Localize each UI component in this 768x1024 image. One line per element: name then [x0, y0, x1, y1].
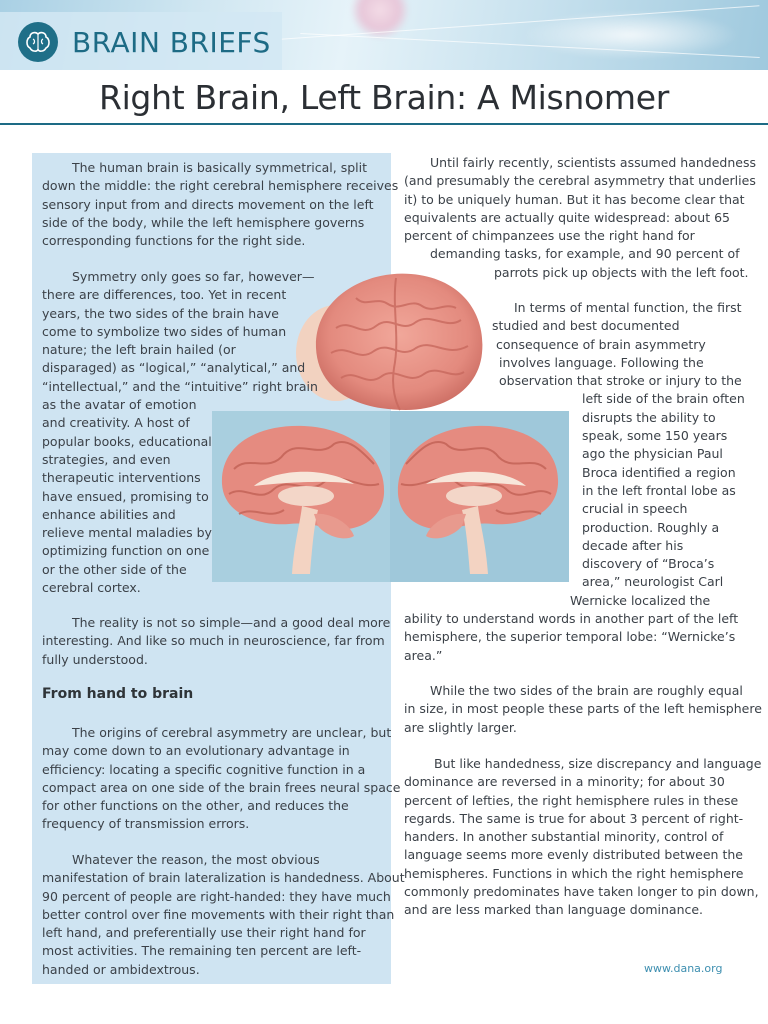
- text-line: In terms of mental function, the first: [514, 300, 742, 315]
- text-line: studied and best documented: [492, 318, 680, 334]
- text-line: hemispheres. Functions in which the right hemisphere: [404, 865, 744, 881]
- text-line: parrots pick up objects with the left foot.: [494, 264, 749, 280]
- text-line: relieve mental maladies by: [42, 525, 212, 541]
- text-line: popular books, educational: [42, 433, 212, 449]
- text-line: But like handedness, size discrepancy and language: [434, 756, 762, 771]
- text-line: cerebral cortex.: [42, 580, 141, 596]
- text-line: corresponding functions for the right side.: [42, 233, 306, 249]
- brand-box: [0, 12, 282, 70]
- left-paragraph-1: [42, 159, 398, 250]
- brand-title: BRAIN BRIEFS: [72, 26, 271, 59]
- text-line: percent of chimpanzees use the right hand for: [404, 228, 695, 244]
- right-paragraph-3: [404, 682, 762, 737]
- text-line: or the other side of the: [42, 561, 187, 577]
- text-line: as the avatar of emotion: [42, 397, 197, 413]
- text-line: nature; the left brain hailed (or: [42, 342, 236, 358]
- text-line: involves language. Following the: [499, 354, 704, 370]
- text-line: commonly predominates have taken longer to pin down,: [404, 884, 759, 900]
- text-line: better control over fine movements with their right than: [42, 906, 395, 922]
- left-paragraph-4: [42, 724, 400, 834]
- text-line: are slightly larger.: [404, 719, 517, 735]
- text-line: language seems more evenly distributed between the: [404, 847, 743, 863]
- text-line: discovery of “Broca’s: [582, 556, 715, 572]
- text-line: handers. In another substantial minority, control of: [404, 829, 724, 845]
- text-line: may come down to an evolutionary advantage in: [42, 743, 350, 759]
- right-paragraph-2: [404, 299, 745, 665]
- text-line: Broca identified a region: [582, 464, 736, 480]
- text-line: area.”: [404, 647, 443, 663]
- right-paragraph-4: [404, 755, 761, 920]
- text-line: in size, in most people these parts of the left hemisphere: [404, 701, 762, 717]
- text-line: compact area on one side of the brain frees neural space: [42, 779, 401, 795]
- text-line: down the middle: the right cerebral hemisphere receives: [42, 178, 399, 194]
- text-line: percent of lefties, the right hemisphere rules in these: [404, 792, 739, 808]
- right-paragraph-1: [404, 154, 756, 282]
- text-line: most activities. The remaining ten percent are left-: [42, 943, 362, 959]
- text-line: optimizing function on one: [42, 543, 210, 559]
- text-line: Wernicke localized the: [570, 592, 711, 608]
- text-line: area,” neurologist Carl: [582, 574, 724, 590]
- text-line: consequence of brain asymmetry: [496, 336, 706, 352]
- page-title: Right Brain, Left Brain: A Misnomer: [98, 78, 670, 117]
- text-line: speak, some 150 years: [582, 428, 728, 444]
- text-line: therapeutic interventions: [42, 470, 201, 486]
- text-line: have ensued, promising to: [42, 488, 209, 504]
- text-line: ability to understand words in another part of the left: [404, 611, 739, 627]
- text-line: disrupts the ability to: [582, 409, 716, 425]
- text-line: Whatever the reason, the most obvious: [72, 852, 320, 867]
- title-rule: [0, 123, 768, 125]
- left-paragraph-5: [42, 851, 405, 979]
- text-line: efficiency: locating a specific cognitive function in a: [42, 761, 366, 777]
- text-line: The human brain is basically symmetrical, split: [72, 160, 368, 175]
- text-line: and are less marked than language dominance.: [404, 902, 704, 918]
- text-line: years, the two sides of the brain have: [42, 305, 279, 321]
- text-line: enhance abilities and: [42, 506, 176, 522]
- text-line: (and presumably the cerebral asymmetry that underlies: [404, 173, 756, 189]
- text-line: sensory input from and directs movement on the left: [42, 196, 374, 212]
- text-line: come to symbolize two sides of human: [42, 323, 287, 339]
- text-line: frequency of transmission errors.: [42, 816, 250, 832]
- brain-logo-icon: [18, 22, 58, 62]
- text-line: production. Roughly a: [582, 519, 720, 535]
- text-line: in the left frontal lobe as: [582, 482, 736, 498]
- text-line: hemisphere, the superior temporal lobe: “Wernicke’s: [404, 629, 736, 645]
- banner-glow: [520, 10, 740, 60]
- text-line: disparaged) as “logical,” “analytical,” and: [42, 360, 306, 376]
- text-line: for other functions on the other, and reduces the: [42, 798, 349, 814]
- text-line: Until fairly recently, scientists assumed handedness: [430, 155, 756, 170]
- text-line: The reality is not so simple—and a good deal more: [72, 615, 391, 630]
- section-heading: From hand to brain: [42, 686, 194, 702]
- text-line: strategies, and even: [42, 451, 171, 467]
- text-line: interesting. And like so much in neuroscience, far from: [42, 633, 385, 649]
- text-line: regards. The same is true for about 3 percent of right-: [404, 810, 744, 826]
- text-line: there are differences, too. Yet in recent: [42, 287, 287, 303]
- website-link[interactable]: www.dana.org: [644, 962, 723, 975]
- text-line: 90 percent of people are right-handed: they have much: [42, 888, 391, 904]
- text-line: fully understood.: [42, 651, 148, 667]
- header-banner: [0, 0, 768, 70]
- left-paragraph-3: [42, 614, 390, 669]
- text-line: observation that stroke or injury to the: [499, 373, 742, 389]
- text-line: it) to be uniquely human. But it has become clear that: [404, 191, 745, 207]
- text-line: “intellectual,” and the “intuitive” right brain: [42, 378, 318, 394]
- text-line: Symmetry only goes so far, however—: [72, 269, 315, 284]
- left-paragraph-2: [42, 268, 318, 597]
- text-line: demanding tasks, for example, and 90 percent of: [430, 246, 740, 262]
- text-line: left side of the brain often: [582, 391, 745, 407]
- text-line: manifestation of brain lateralization is handedness. About: [42, 870, 405, 886]
- text-line: The origins of cerebral asymmetry are unclear, but: [72, 725, 392, 740]
- text-line: crucial in speech: [582, 501, 688, 517]
- text-line: handed or ambidextrous.: [42, 961, 200, 977]
- text-line: and creativity. A host of: [42, 415, 190, 431]
- text-line: left hand, and preferentially use their right hand for: [42, 925, 366, 941]
- text-line: side of the body, while the left hemisphere governs: [42, 214, 365, 230]
- text-line: dominance are reversed in a minority; for about 30: [404, 774, 725, 790]
- text-line: While the two sides of the brain are roughly equal: [430, 683, 743, 698]
- text-line: decade after his: [582, 537, 684, 553]
- text-line: ago the physician Paul: [582, 446, 723, 462]
- text-line: equivalents are actually quite widespread: about 65: [404, 209, 731, 225]
